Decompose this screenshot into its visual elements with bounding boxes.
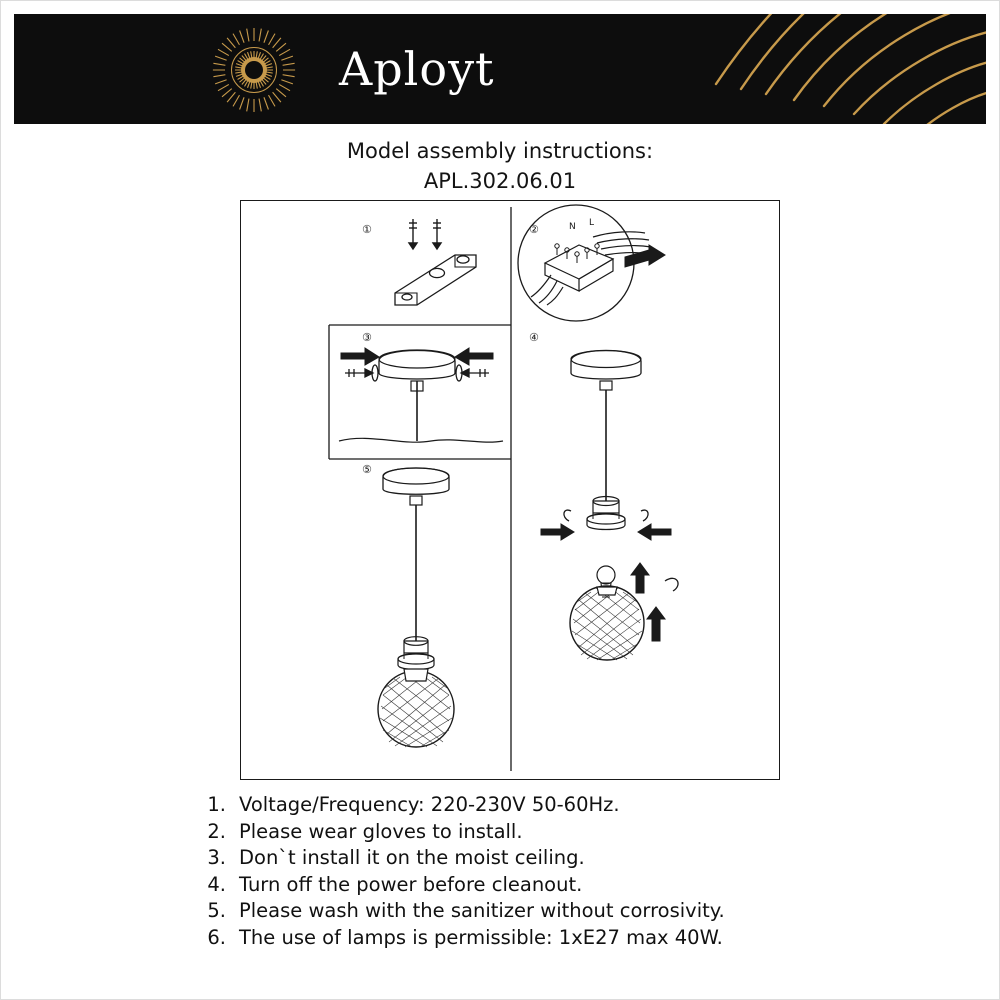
radial-rays-icon <box>566 14 986 124</box>
title-line-2: APL.302.06.01 <box>423 169 577 193</box>
list-item <box>196 925 896 952</box>
brand-wordmark: Aployt <box>339 42 495 96</box>
note-number: 6. <box>207 925 226 949</box>
step-4-graphic <box>541 351 678 661</box>
note-number: 4. <box>207 872 226 896</box>
list-item <box>196 898 896 925</box>
list-item <box>196 819 896 846</box>
step-5-graphic <box>378 468 454 747</box>
instruction-notes <box>196 792 896 951</box>
note-text: Don`t install it on the moist ceiling. <box>239 846 585 869</box>
step-marker-3: ③ <box>362 331 372 344</box>
note-text: Turn off the power before cleanout. <box>239 872 583 896</box>
note-number: 2. <box>207 819 226 843</box>
svg-text:N: N <box>569 222 576 232</box>
note-number: 1. <box>207 793 226 816</box>
step-3-graphic <box>339 348 503 442</box>
step-marker-2: ② <box>529 223 539 236</box>
step-marker-4: ④ <box>529 331 539 344</box>
list-item <box>196 872 896 899</box>
title-line-1: Model assembly instructions: <box>346 139 654 163</box>
list-item <box>196 792 896 819</box>
note-number: 3. <box>207 846 226 869</box>
list-item <box>196 845 896 872</box>
note-text: Please wash with the sanitizer without corrosivity. <box>239 899 725 922</box>
page-title <box>0 136 1000 196</box>
assembly-diagram <box>240 200 780 780</box>
header-banner <box>14 14 986 124</box>
svg-text:L: L <box>589 218 595 228</box>
step-marker-1: ① <box>362 223 372 236</box>
note-number: 5. <box>207 899 226 922</box>
step-marker-5: ⑤ <box>362 463 372 476</box>
sunburst-logo-icon <box>189 24 319 116</box>
note-text: Voltage/Frequency: 220-230V 50-60Hz. <box>239 793 620 816</box>
note-text: The use of lamps is permissible: 1xE27 max 40W. <box>239 925 723 949</box>
step-2-graphic <box>518 205 665 321</box>
step-1-graphic <box>395 219 476 305</box>
assembly-diagram-svg <box>241 201 778 778</box>
step-6-graphic <box>570 563 678 660</box>
note-text: Please wear gloves to install. <box>239 819 523 843</box>
